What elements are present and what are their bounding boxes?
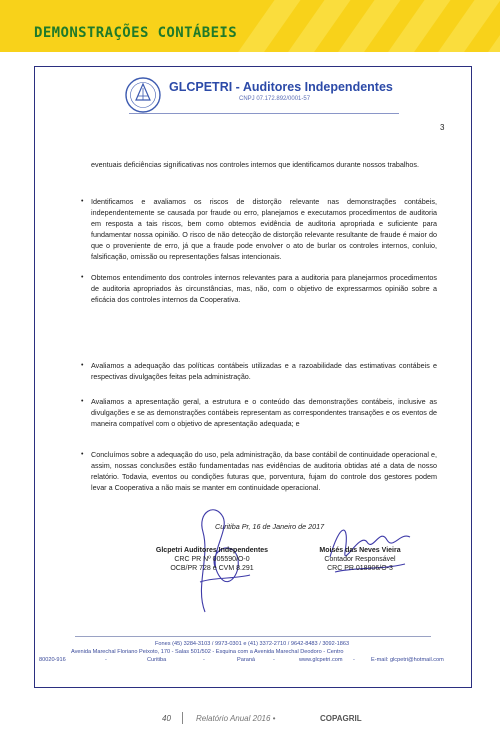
report-name: Relatório Anual 2016 (196, 714, 271, 723)
bullet-paragraph (81, 197, 437, 262)
signatory-left-registration: OCB/PR 728 e CVM 8.291 (170, 565, 254, 572)
signatory-right-role: Contador Responsável (324, 556, 396, 563)
footer-separator: - (203, 657, 205, 663)
bullet-paragraph (81, 397, 437, 430)
footer-city: Curitiba (147, 657, 167, 663)
paragraph: eventuais deficiências significativas nos controles internos que identificamos durante nossos trabalhos. (91, 160, 420, 169)
footer-divider (182, 712, 183, 724)
letterhead-divider (129, 113, 399, 114)
bullet-icon: • (81, 451, 84, 458)
footer-address: Avenida Marechal Floriano Peixoto, 170 - Salas 501/502 - Esquina com a Avenida Marechal Deodoro - Centro (71, 649, 344, 655)
signatory-left-name: Glcpetri Auditores Independentes (155, 547, 269, 554)
footer-phones: Fones (45) 3284-3103 / 9973-0301 e (41) 3372-2710 / 9642-8483 / 3092-1863 (155, 641, 350, 647)
signatory-left (127, 546, 297, 573)
paragraph-text: Avaliamos a adequação das políticas contábeis utilizadas e a razoabilidade das estimativas contábeis e respectivas divulgações feitas pela administração. (91, 361, 437, 381)
footer-bullet: • (272, 714, 276, 723)
bullet-paragraph (81, 450, 437, 494)
bullet-icon: • (81, 274, 84, 281)
signatory-right (295, 546, 425, 573)
section-title: DEMONSTRAÇÕES CONTÁBEIS (34, 25, 238, 41)
footer-separator: - (105, 657, 107, 663)
footer-website: www.glcpetri.com (299, 657, 343, 663)
footer-separator: - (273, 657, 275, 663)
letter-page-number: 3 (440, 123, 445, 132)
footer-state: Paraná (237, 657, 256, 663)
bullet-icon: • (81, 362, 84, 369)
paragraph-text: Avaliamos a apresentação geral, a estrutura e o conteúdo das demonstrações contábeis, inclusive as divulgações e se as demonstrações contábeis representam as correspondentes transações e os eventos de maneira compatível com o objetivo de apresentação adequada; e (91, 397, 437, 428)
bullet-paragraph (81, 273, 437, 306)
place-and-date: Curitiba Pr, 16 de Janeiro de 2017 (215, 522, 325, 531)
firm-name: GLCPETRI - Auditores Independentes (169, 80, 393, 94)
bullet-paragraph (81, 361, 437, 383)
letter-footer-divider (75, 636, 431, 637)
paragraph-text: Identificamos e avaliamos os riscos de distorção relevante nas demonstrações contábeis, independentemente se causada por fraude ou erro, planejamos e executamos procedimentos de auditoria em resposta a tais riscos, bem como obtemos evidência de auditoria apropriada e suficiente para fundamentar nossa opinião. O risco de não detecção de distorção relevante resultante de fraude é maior do que o proveniente de erro, já que a fraude pode envolver o ato de burlar os controles internos, conluio, falsificação, omissão ou representações falsas intencionais. (91, 197, 437, 261)
paragraph-text: Obtemos entendimento dos controles internos relevantes para a auditoria para planejarmos procedimentos de auditoria apropriados às circunstâncias, mas, não, com o objetivo de expressarmos opinião sobre a eficácia dos controles internos da Cooperativa. (91, 273, 437, 304)
header-band (0, 0, 500, 52)
signatory-right-name: Moisés das Neves Vieira (319, 547, 401, 554)
paragraph-text: Concluímos sobre a adequação do uso, pela administração, da base contábil de continuidade operacional e, assim, nossas conclusões estão fundamentadas nas evidências de auditoria obtidas até a data de nosso relatório. Todavia, eventos ou condições futuras que, porventura, fujam do controle dos gestores podem levar a Cooperativa a não mais se manter em continuidade operacional. (91, 450, 437, 492)
bullet-icon: • (81, 398, 84, 405)
audit-letter-sheet (34, 66, 472, 688)
footer-separator: - (353, 657, 355, 663)
firm-cnpj: CNPJ 07.172.892/0001-57 (239, 96, 311, 102)
bullet-icon: • (81, 198, 84, 205)
brand-name: COPAGRIL (320, 714, 362, 723)
signatory-right-crc: CRC PR 018906/O-3 (327, 565, 393, 572)
page-number: 40 (162, 714, 171, 723)
signatory-left-crc: CRC PR Nº 005590/O-0 (174, 556, 250, 563)
report-title (196, 714, 275, 723)
footer-cep: 80020-916 (39, 657, 66, 663)
glcpetri-logo-icon (123, 75, 163, 115)
footer-email: E-mail: glcpetri@hotmail.com (371, 657, 444, 663)
